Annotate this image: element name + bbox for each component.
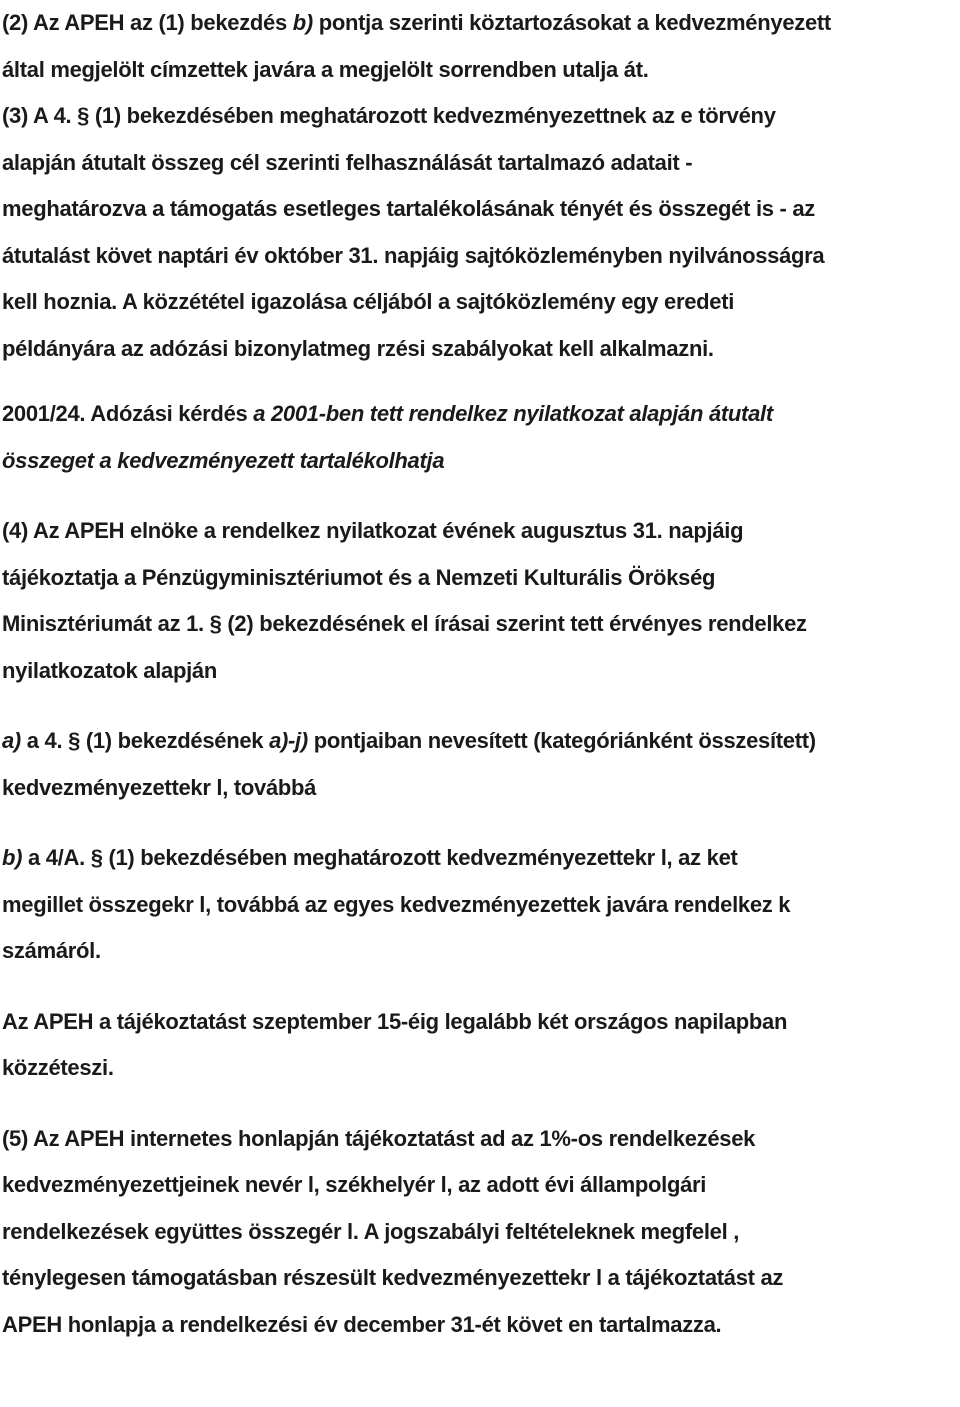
publication-paragraph (2, 999, 956, 1092)
paragraph-5 (2, 1116, 956, 1349)
text-line: a) a 4. § (1) bekezdésének a)-j) pontjaiban nevesített (kategóriánként összesített) (2, 728, 816, 753)
text-line: (4) Az APEH elnöke a rendelkez nyilatkozat évének augusztus 31. napjáig (2, 518, 744, 543)
text-line: rendelkezések együttes összegér l. A jogszabályi feltételeknek megfelel , (2, 1218, 740, 1244)
text-line: b) a 4/A. § (1) bekezdésében meghatározott kedvezményezettekr l, az ket (2, 845, 738, 870)
text-line: által megjelölt címzettek javára a megjelölt sorrendben utalja át. (2, 56, 649, 82)
text-line: példányára az adózási bizonylatmeg rzési szabályokat kell alkalmazni. (2, 335, 714, 361)
text-line: APEH honlapja a rendelkezési év december 31-ét követ en tartalmazza. (2, 1311, 722, 1337)
point-b (2, 835, 956, 975)
text-line: átutalást követ naptári év október 31. napjáig sajtóközleményben nyilvánosságra (2, 242, 825, 268)
paragraph-4 (2, 508, 956, 694)
text-line: közzéteszi. (2, 1055, 114, 1080)
text-line: tájékoztatja a Pénzügyminisztériumot és a Nemzeti Kulturális Örökség (2, 564, 716, 590)
text-line: Minisztériumát az 1. § (2) bekezdésének el írásai szerint tett érvényes rendelkez (2, 611, 807, 636)
text-line: kedvezményezettekr l, továbbá (2, 774, 317, 800)
tax-question-note (2, 391, 956, 484)
text-line: (2) Az APEH az (1) bekezdés b) pontja szerinti köztartozásokat a kedvezményezett (2, 10, 831, 35)
text-line: kell hoznia. A közzététel igazolása céljából a sajtóközlemény egy eredeti (2, 289, 735, 314)
text-line: nyilatkozatok alapján (2, 657, 217, 683)
paragraph-2 (2, 0, 956, 93)
document-page (2, 0, 956, 1348)
text-line: kedvezményezettjeinek nevér l, székhelyér l, az adott évi állampolgári (2, 1172, 707, 1197)
text-line: ténylegesen támogatásban részesült kedvezményezettekr l a tájékoztatást az (2, 1265, 784, 1290)
point-a (2, 718, 956, 811)
text-line: megillet összegekr l, továbbá az egyes kedvezményezettek javára rendelkez k (2, 891, 791, 917)
text-line: összeget a kedvezményezett tartalékolhatja (2, 447, 445, 473)
text-line: Az APEH a tájékoztatást szeptember 15-éig legalább két országos napilapban (2, 1008, 788, 1034)
text-line: meghatározva a támogatás esetleges tartalékolásának tényét és összegét is - az (2, 196, 815, 221)
text-line: alapján átutalt összeg cél szerinti felhasználását tartalmazó adatait - (2, 149, 693, 175)
text-line: (5) Az APEH internetes honlapján tájékoztatást ad az 1%-os rendelkezések (2, 1125, 756, 1151)
paragraph-3 (2, 93, 956, 372)
text-line: számáról. (2, 938, 101, 963)
text-line: 2001/24. Adózási kérdés a 2001-ben tett rendelkez nyilatkozat alapján átutalt (2, 401, 773, 426)
text-line: (3) A 4. § (1) bekezdésében meghatározott kedvezményezettnek az e törvény (2, 103, 776, 128)
